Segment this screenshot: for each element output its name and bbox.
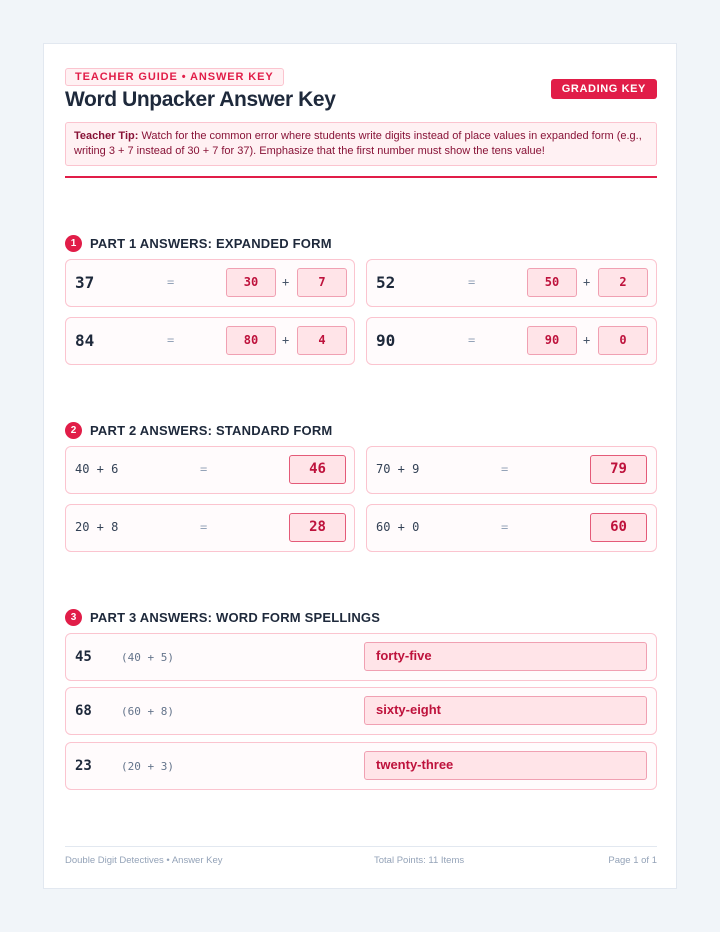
- footer-total-points: Total Points: 11 Items: [374, 855, 465, 866]
- equals-sign: =: [501, 462, 509, 476]
- word-answer-box: forty-five: [364, 642, 647, 671]
- ones-answer-box: 2: [598, 268, 648, 297]
- section-header-part1: [65, 234, 332, 252]
- expanded-expression: 70 + 9: [376, 462, 420, 476]
- header-kicker: TEACHER GUIDE • ANSWER KEY: [65, 68, 284, 86]
- problem-number: 52: [376, 273, 396, 292]
- footer-divider: [65, 846, 657, 847]
- expanded-form-card: [366, 317, 657, 365]
- expanded-hint: (20 + 3): [121, 760, 174, 773]
- section-header-part3: [65, 608, 380, 626]
- plus-sign: +: [583, 333, 591, 347]
- section-number-badge: 1: [65, 235, 82, 252]
- plus-sign: +: [282, 275, 290, 289]
- word-form-row: [65, 742, 657, 790]
- equals-sign: =: [501, 520, 509, 534]
- grading-key-badge: GRADING KEY: [551, 79, 657, 99]
- plus-sign: +: [282, 333, 290, 347]
- equals-sign: =: [167, 333, 175, 347]
- expanded-expression: 20 + 8: [75, 520, 119, 534]
- ones-answer-box: 4: [297, 326, 347, 355]
- tens-answer-box: 90: [527, 326, 577, 355]
- problem-number: 37: [75, 273, 95, 292]
- expanded-expression: 60 + 0: [376, 520, 420, 534]
- expanded-form-card: [65, 317, 355, 365]
- tip-text: Watch for the common error where students write digits instead of place values in expanded form (e.g., writing 3 + 7 instead of 30 + 7 for 37). Emphasize that the first number must show the tens value!: [74, 130, 642, 157]
- equals-sign: =: [200, 520, 208, 534]
- problem-number: 84: [75, 331, 95, 350]
- equals-sign: =: [200, 462, 208, 476]
- section-header-part2: [65, 421, 332, 439]
- expanded-form-card: [65, 259, 355, 307]
- page-content: [65, 44, 657, 888]
- word-form-row: [65, 687, 657, 735]
- page-title: Word Unpacker Answer Key: [65, 88, 336, 111]
- equals-sign: =: [167, 275, 175, 289]
- tip-label: Teacher Tip:: [74, 130, 139, 142]
- footer-page-number: Page 1 of 1: [608, 855, 657, 866]
- ones-answer-box: 0: [598, 326, 648, 355]
- problem-number: 90: [376, 331, 396, 350]
- footer-title: Double Digit Detectives • Answer Key: [65, 855, 223, 866]
- header-divider: [65, 176, 657, 178]
- standard-answer-box: 28: [289, 513, 346, 542]
- problem-number: 23: [75, 758, 92, 774]
- standard-form-card: [366, 446, 657, 494]
- word-answer-box: twenty-three: [364, 751, 647, 780]
- tens-answer-box: 80: [226, 326, 276, 355]
- standard-form-card: [65, 504, 355, 552]
- standard-form-card: [366, 504, 657, 552]
- worksheet-page: [43, 43, 677, 889]
- section-title: PART 2 ANSWERS: STANDARD FORM: [90, 422, 333, 438]
- equals-sign: =: [468, 333, 476, 347]
- problem-number: 68: [75, 703, 92, 719]
- section-number-badge: 3: [65, 609, 82, 626]
- plus-sign: +: [583, 275, 591, 289]
- standard-form-card: [65, 446, 355, 494]
- word-answer-box: sixty-eight: [364, 696, 647, 725]
- expanded-expression: 40 + 6: [75, 462, 119, 476]
- standard-answer-box: 79: [590, 455, 647, 484]
- tens-answer-box: 30: [226, 268, 276, 297]
- expanded-hint: (40 + 5): [121, 651, 174, 664]
- standard-answer-box: 46: [289, 455, 346, 484]
- expanded-hint: (60 + 8): [121, 705, 174, 718]
- problem-number: 45: [75, 649, 92, 665]
- section-title: PART 3 ANSWERS: WORD FORM SPELLINGS: [90, 609, 381, 625]
- ones-answer-box: 7: [297, 268, 347, 297]
- section-title: PART 1 ANSWERS: EXPANDED FORM: [90, 235, 332, 251]
- tens-answer-box: 50: [527, 268, 577, 297]
- teacher-tip-box: [65, 122, 657, 166]
- word-form-row: [65, 633, 657, 681]
- standard-answer-box: 60: [590, 513, 647, 542]
- section-number-badge: 2: [65, 422, 82, 439]
- expanded-form-card: [366, 259, 657, 307]
- equals-sign: =: [468, 275, 476, 289]
